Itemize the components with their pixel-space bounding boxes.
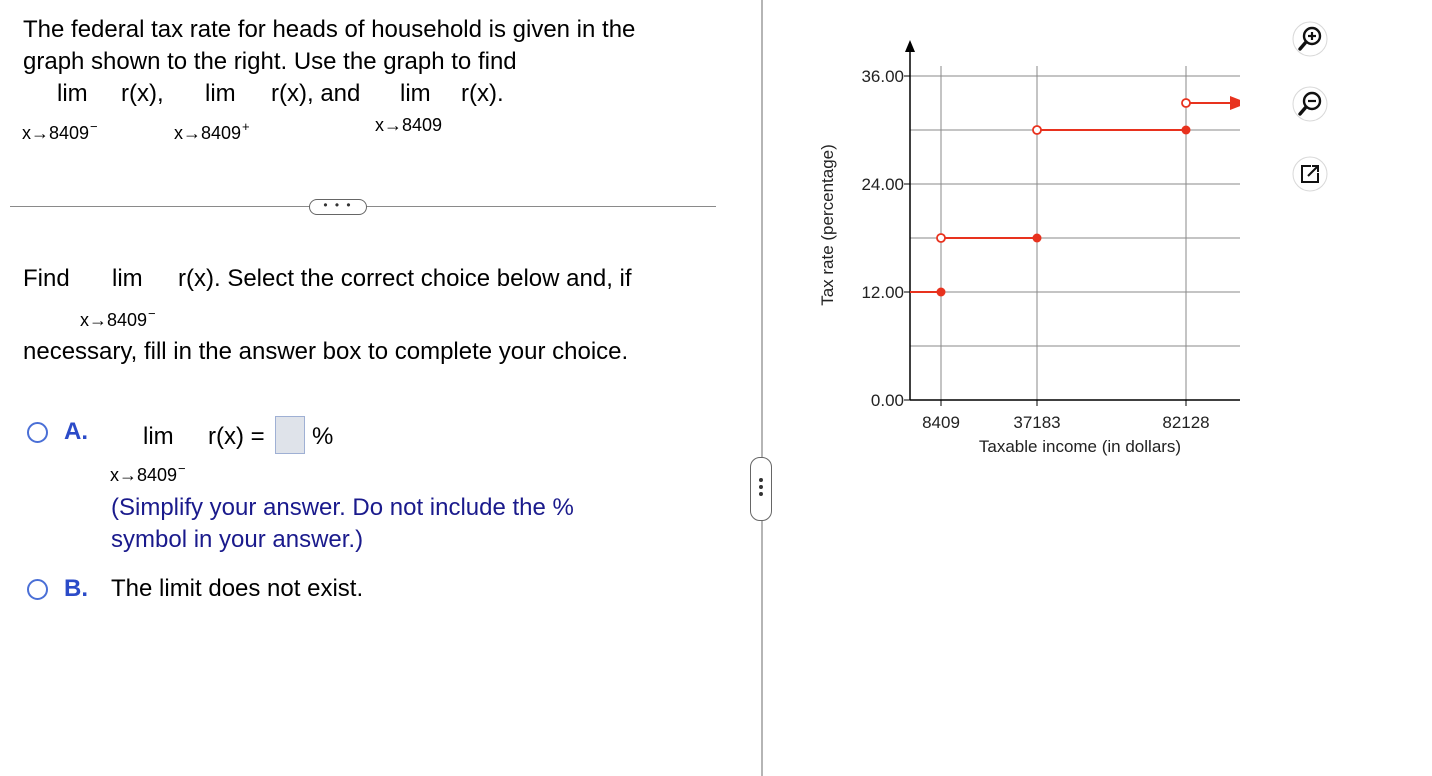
choice-a-hint-line1: (Simplify your answer. Do not include the %: [111, 494, 574, 521]
open-dot: [937, 234, 945, 242]
limit-lim-1: lim: [57, 80, 88, 107]
choice-a-expr: r(x) =: [208, 423, 265, 450]
more-button[interactable]: • • •: [309, 199, 367, 215]
limit-subscript-1: x→8409−: [22, 119, 98, 143]
choice-b-letter: B.: [64, 575, 88, 602]
choice-a-percent: %: [312, 423, 334, 450]
choice-b-text: The limit does not exist.: [111, 575, 364, 602]
closed-dot: [1033, 234, 1042, 243]
panel-splitter[interactable]: [761, 0, 763, 776]
choice-a-radio[interactable]: [27, 422, 48, 443]
limit-expr-1: r(x),: [121, 80, 164, 107]
y-tick-label: 36.00: [861, 67, 904, 86]
limit-lim-2: lim: [205, 80, 236, 107]
choice-a-lim: lim: [143, 423, 174, 450]
open-dot: [1182, 99, 1190, 107]
limit-subscript-3: x→8409: [375, 115, 443, 135]
splitter-handle[interactable]: [750, 457, 772, 521]
choice-a-letter: A.: [64, 418, 88, 445]
find-text: r(x). Select the correct choice below and, if: [178, 265, 632, 292]
question-text-line1: The federal tax rate for heads of household is given in the: [23, 16, 636, 43]
limit-lim-3: lim: [400, 80, 431, 107]
x-tick-label: 37183: [1013, 413, 1061, 432]
zoom-in-icon[interactable]: [1291, 20, 1329, 58]
choice-a-subscript: x→8409−: [110, 461, 186, 485]
zoom-out-icon[interactable]: [1291, 85, 1329, 123]
find-text-line3: necessary, fill in the answer box to complete your choice.: [23, 338, 629, 365]
answer-input[interactable]: [275, 416, 305, 454]
choice-b-radio[interactable]: [27, 579, 48, 600]
question-text-line2: graph shown to the right. Use the graph to find: [23, 48, 517, 75]
y-axis-arrow: [905, 40, 915, 52]
find-subscript: x→8409−: [80, 306, 156, 330]
choice-a-hint-line2: symbol in your answer.): [111, 526, 364, 553]
y-tick-label: 12.00: [861, 283, 904, 302]
limit-subscript-2: x→8409+: [174, 119, 250, 143]
tax-rate-graph: [800, 30, 1240, 500]
step-arrow: [1230, 96, 1240, 110]
open-new-window-icon[interactable]: [1291, 155, 1329, 193]
x-tick-label: 82128: [1162, 413, 1210, 432]
find-lim: lim: [112, 265, 143, 292]
limit-expr-3: r(x).: [461, 80, 504, 107]
y-tick-label: 24.00: [861, 175, 904, 194]
x-tick-label: 8409: [922, 413, 960, 432]
find-word: Find: [23, 265, 70, 292]
x-axis-label: Taxable income (in dollars): [978, 437, 1182, 456]
y-axis-label: Tax rate (percentage): [818, 144, 837, 306]
limit-expr-2: r(x), and: [271, 80, 361, 107]
closed-dot: [1182, 126, 1191, 135]
open-dot: [1033, 126, 1041, 134]
y-tick-label: 0.00: [870, 391, 904, 410]
closed-dot: [937, 288, 946, 297]
